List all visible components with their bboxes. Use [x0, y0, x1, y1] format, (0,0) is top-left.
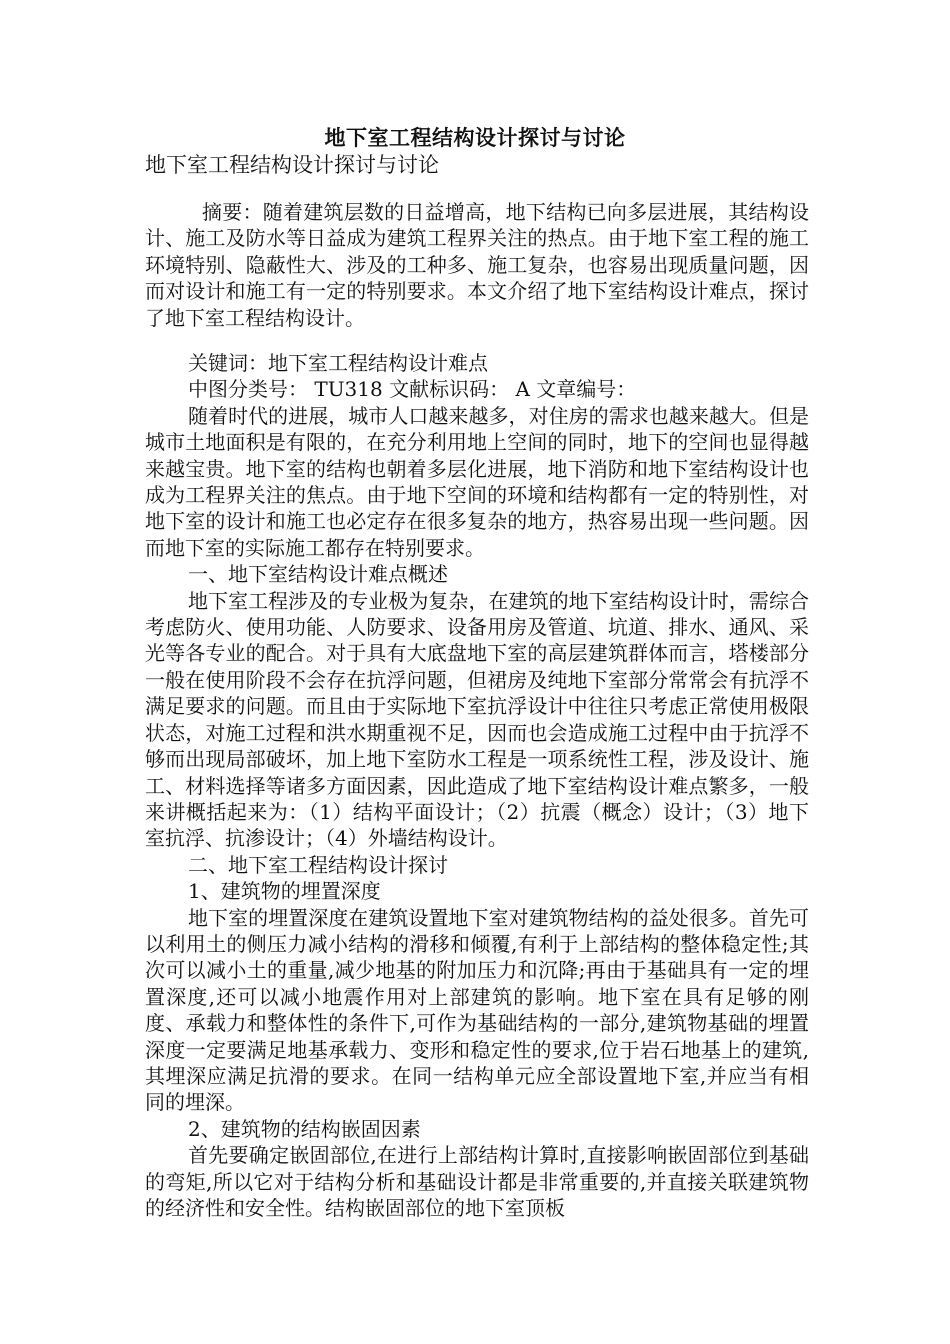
subsection-1-paragraph: 地下室的埋置深度在建筑设置地下室对建筑物结构的益处很多。首先可以利用土的侧压力减小结构的滑移和倾覆,有利于上部结构的整体稳定性;其次可以减小土的重量,减少地基的附加压力和沉降;再由于基础具有一定的埋置深度,还可以减小地震作用对上部建筑的影响。地下室在具有足够的刚度、承载力和整体性的条件下,可作为基础结构的一部分,建筑物基础的埋置深度一定要满足地基承载力、变形和稳定性的要求,位于岩石地基上的建筑,其埋深应满足抗滑的要求。在同一结构单元应全部设置地下室,并应当有相同的埋深。: [145, 905, 809, 1115]
subsection-2-paragraph: 首先要确定嵌固部位,在进行上部结构计算时,直接影响嵌固部位到基础的弯矩,所以它对于结构分析和基础设计都是非常重要的,并直接关联建筑物的经济性和安全性。结构嵌固部位的地下室顶板: [145, 1143, 809, 1220]
section-heading-2: 二、地下室工程结构设计探讨: [188, 852, 448, 877]
document-subtitle: 地下室工程结构设计探讨与讨论: [145, 153, 439, 177]
document-title: 地下室工程结构设计探讨与讨论: [324, 125, 626, 150]
section-1-paragraph: 地下室工程涉及的专业极为复杂，在建筑的地下室结构设计时，需综合考虑防火、使用功能、人防要求、设备用房及管道、坑道、排水、通风、采光等各专业的配合。对于具有大底盘地下室的高层建筑群体而言，塔楼部分一般在使用阶段不会存在抗浮问题，但裙房及纯地下室部分常常会有抗浮不满足要求的问题。而且由于实际地下室抗浮设计中往往只考虑正常使用极限状态，对施工过程和洪水期重视不足，因而也会造成施工过程中由于抗浮不够而出现局部破坏，加上地下室防水工程是一项系统性工程，涉及设计、施工、材料选择等诸多方面因素，因此造成了地下室结构设计难点繁多，一般来讲概括起来为：（1）结构平面设计；（2）抗震（概念）设计；（3）地下室抗浮、抗渗设计；（4）外墙结构设计。: [145, 588, 809, 851]
section-heading-1: 一、地下室结构设计难点概述: [188, 562, 448, 587]
keywords-line: 关键词：地下室工程结构设计难点: [188, 351, 488, 375]
classification-line: 中图分类号： TU318 文献标识码： A 文章编号：: [188, 377, 637, 402]
subsection-heading-2: 2、建筑物的结构嵌固因素: [188, 1116, 421, 1141]
intro-paragraph: 随着时代的进展，城市人口越来越多，对住房的需求也越来越大。但是城市土地面积是有限的，在充分利用地上空间的同时，地下的空间也显得越来越宝贵。地下室的结构也朝着多层化进展，地下消防和地下室结构设计也成为工程界关注的焦点。由于地下空间的环境和结构都有一定的特别性，对地下室的设计和施工也必定存在很多复杂的地方，热容易出现一些问题。因而地下室的实际施工都存在特别要求。: [145, 403, 809, 560]
subsection-heading-1: 1、建筑物的埋置深度: [188, 879, 381, 904]
abstract-paragraph: 摘要：随着建筑层数的日益增高，地下结构已向多层进展，其结构设计、施工及防水等日益成为建筑工程界关注的热点。由于地下室工程的施工环境特别、隐蔽性大、涉及的工种多、施工复杂，也容易出现质量问题，因而对设计和施工有一定的特别要求。本文介绍了地下室结构设计难点，探讨了地下室工程结构设计。: [145, 200, 809, 330]
body-text: [145, 350, 809, 1221]
